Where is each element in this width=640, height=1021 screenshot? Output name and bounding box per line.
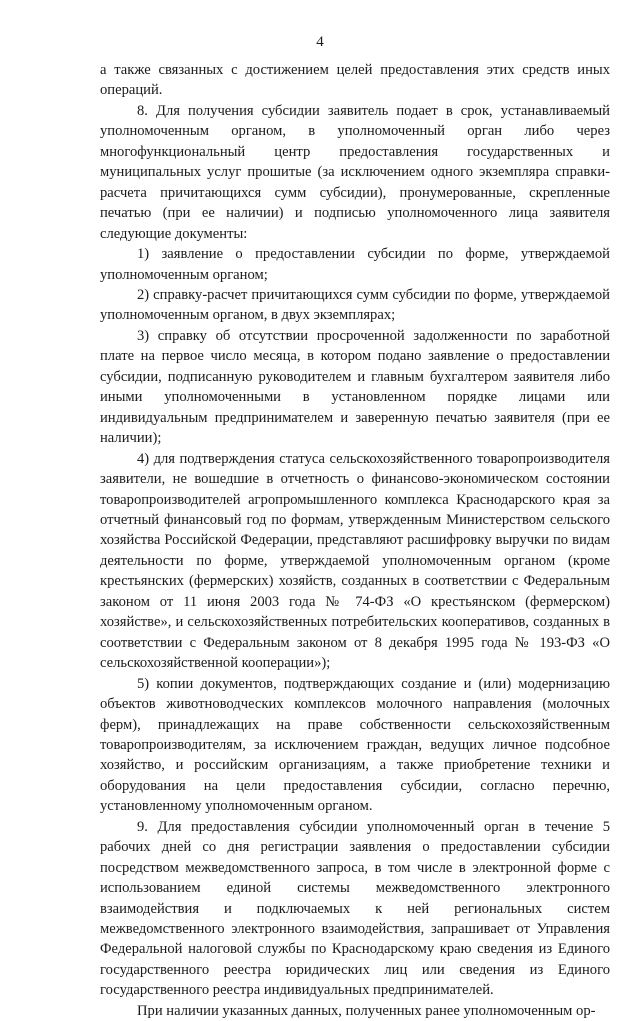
list-item-2: 2) справку-расчет причитающихся сумм субсидии по форме, утверждаемой уполномоченным органом, в двух экземплярах; — [100, 286, 610, 324]
list-item-4: 4) для подтверждения статуса сельскохозяйственного товаропроизводителя заявители, не вошедшие в отчетность о финансово-экономическом состоянии товаропроизводителей агропромышленного комплекса Краснодарского края за отчетный финансовый год по формам, утвержденным Министерством сельского хозяйства Российской Федерации, представляют расшифровку выручки по видам деятельности по форме, утверждаемой уполномоченным органом (кроме крестьянских (фермерских) хозяйств, созданных в соответствии с Федеральным законом от 11 июня 2003 года № 74-ФЗ «О крестьянском (фермерском) хозяйстве», и сельскохозяйственных потребительских кооперативов, созданных в соответствии с Федеральным законом от 8 декабря 1995 года № 193-ФЗ «О сельскохозяйственной кооперации»); — [100, 450, 610, 672]
document-body — [100, 60, 610, 1021]
page-number: 4 — [316, 34, 324, 50]
list-item-5: 5) копии документов, подтверждающих создание и (или) модернизацию объектов животноводческих комплексов молочного направления (молочных ферм), принадлежащих на праве собственности сельскохозяйственным товаропроизводителям, за исключением граждан, ведущих личное подсобное хозяйство, и российским организациям, а также приобретение техники и оборудования на цели предоставления субсидии, согласно перечню, установленному уполномоченным органом. — [100, 675, 610, 815]
list-item-3: 3) справку об отсутствии просроченной задолженности по заработной плате на первое число месяца, в котором подано заявление о предоставлении субсидии, подписанную руководителем и главным бухгалтером заявителя либо иными уполномоченными в установленном порядке лицами или индивидуальным предпринимателем и заверенную печатью заявителя (при ее наличии); — [100, 327, 610, 447]
paragraph-trailing: При наличии указанных данных, полученных ранее уполномоченным ор- — [137, 1002, 596, 1019]
list-item-1: 1) заявление о предоставлении субсидии по форме, утверждаемой уполномоченным органом; — [100, 246, 610, 283]
paragraph-item-8: 8. Для получения субсидии заявитель подает в срок, устанавливаемый уполномоченным органом, в уполномоченный орган либо через многофункциональный центр предоставления государственных и муниципальных услуг прошитые (за исключением одного экземпляра справки-расчета причитающихся сумм субсидии), пронумерованные, скрепленные печатью (при ее наличии) и подписью уполномоченного лица заявителя следующие документы: — [100, 102, 610, 242]
paragraph-continuation: а также связанных с достижением целей предоставления этих средств иных операций. — [100, 62, 610, 99]
paragraph-item-9: 9. Для предоставления субсидии уполномоченный орган в течение 5 рабочих дней со дня регистрации заявления о предоставлении субсидии посредством межведомственного запроса, в том числе в электронной форме с использованием единой системы межведомственного электронного взаимодействия и подключаемых к ней региональных систем межведомственного электронного взаимодействия, запрашивает от Управления Федеральной налоговой службы по Краснодарскому краю сведения из Единого государственного реестра юридических лиц или сведения из Единого государственного реестра индивидуальных предпринимателей. — [100, 818, 610, 999]
